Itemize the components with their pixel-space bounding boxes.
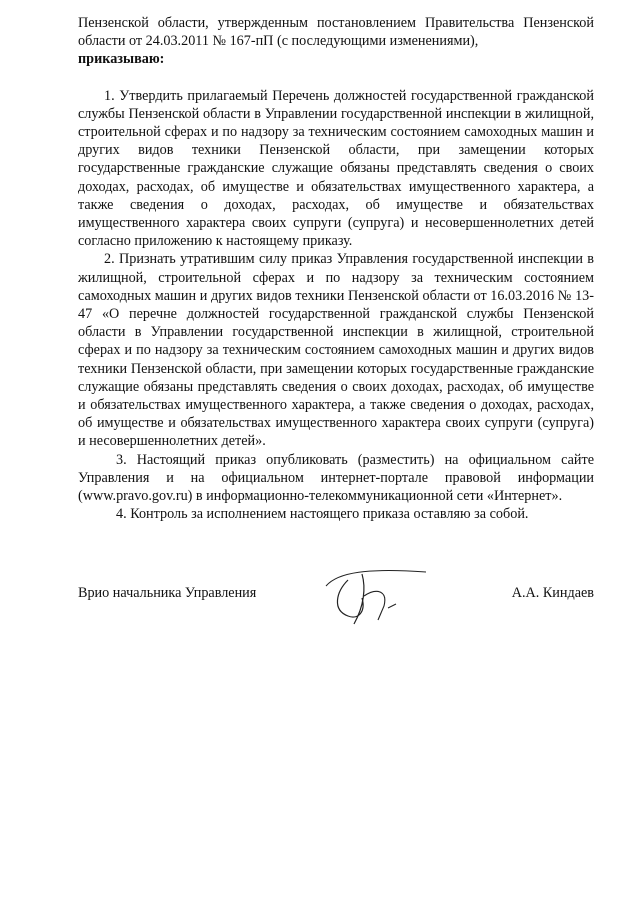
order-word: приказываю: bbox=[78, 51, 165, 68]
item-1: 1. Утвердить прилагаемый Перечень должностей государственной гражданской службы Пензенской области в Управлении государственной инспекции в жилищной, строительной сферах и по надзору за техническим состоянием самоходных машин и других видов техники Пензенской области, при замещении которых государственные гражданские служащие обязаны представлять сведения о своих доходах, расходах, об имуществе и обязательствах имущественного характера, а также сведения о доходах, расходах, об имуществе и обязательствах имущественного характера своих супруги (супруга) и несовершеннолетних детей согласно приложению к настоящему приказу. bbox=[78, 87, 594, 250]
item-4: 4. Контроль за исполнением настоящего приказа оставляю за собой. bbox=[116, 506, 529, 523]
paragraph-gap bbox=[78, 69, 594, 87]
signature-row bbox=[78, 584, 594, 604]
item-3: 3. Настоящий приказ опубликовать (разместить) на официальном сайте Управления и на официальном интернет-портале правовой информации (www.pravo.gov.ru) в информационно-телекоммуникационной сети «Интернет». bbox=[78, 451, 594, 505]
document-body bbox=[78, 14, 594, 523]
preamble-text: Пензенской области, утвержденным постановлением Правительства Пензенской области от 24.03.2011 № 167-пП (с последующими изменениями), bbox=[78, 15, 594, 50]
signer-title: Врио начальника Управления bbox=[78, 585, 257, 601]
signer-name: А.А. Киндаев bbox=[511, 585, 594, 601]
signature-stroke bbox=[388, 604, 396, 608]
item-2: 2. Признать утратившим силу приказ Управления государственной инспекции в жилищной, строительной сферах и по надзору за техническим состоянием самоходных машин и других видов техники Пензенской области от 16.03.2016 № 13-47 «О перечне должностей государственной гражданской службы Пензенской области в Управлении государственной инспекции в жилищной, строительной сферах и по надзору за техническим состоянием самоходных машин и других видов техники Пензенской области, при замещении которых государственные гражданские служащие обязаны представлять сведения о своих доходах, расходах, об имуществе и обязательствах имущественного характера, а также сведения о доходах, расходах, об имуществе и обязательствах имущественного характера своих супруги (супруга) и несовершеннолетних детей». bbox=[78, 251, 594, 450]
preamble bbox=[78, 14, 594, 69]
